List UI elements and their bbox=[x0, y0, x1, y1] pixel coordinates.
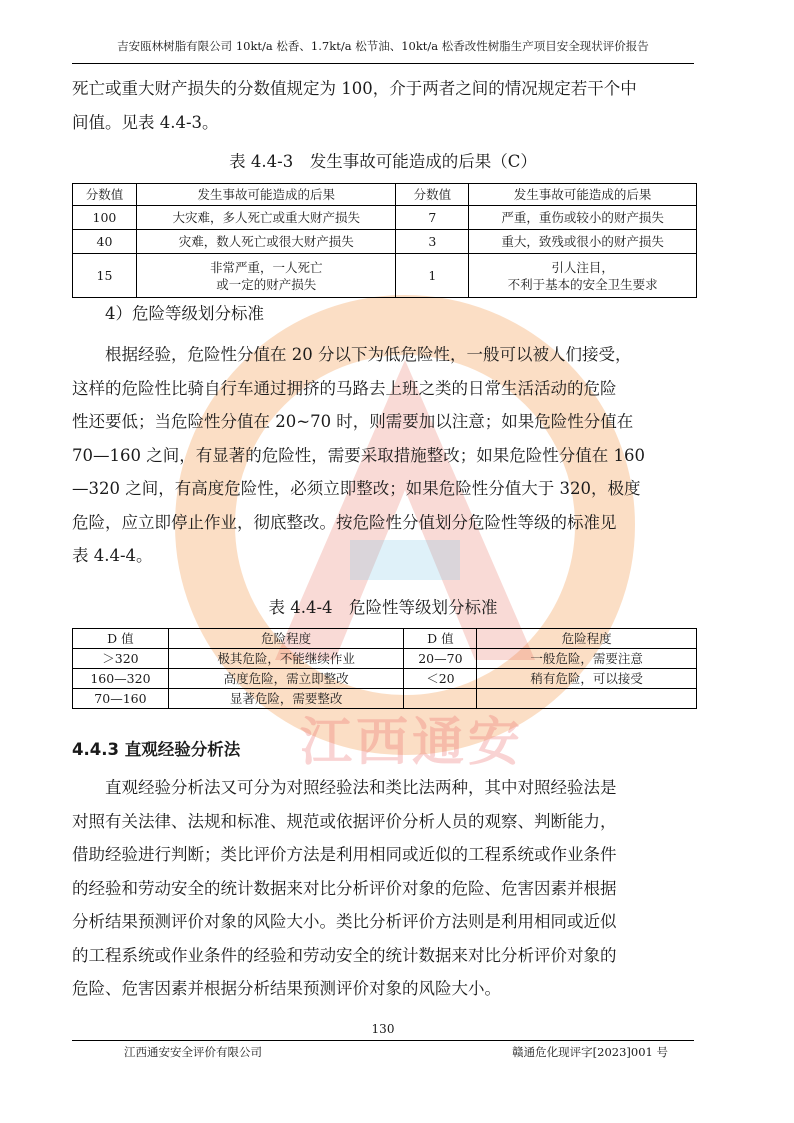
column-header: 危险程度 bbox=[477, 629, 697, 649]
consequence-cell: 大灾难，多人死亡或重大财产损失 bbox=[136, 206, 396, 230]
watermark-text: 江西通安 bbox=[300, 713, 525, 773]
table-caption: 表 4.4-3 发生事故可能造成的后果（C） bbox=[229, 152, 537, 171]
criteria-heading: 4）危险等级划分标准 bbox=[105, 304, 264, 323]
danger-level-cell bbox=[477, 689, 697, 709]
section-line: 的经验和劳动安全的统计数据来对比分析评价对象的危险、危害因素并根据 bbox=[72, 878, 617, 898]
intro-line: 死亡或重大财产损失的分数值规定为 100，介于两者之间的情况规定若干个中 bbox=[72, 79, 637, 98]
consequence-line: 或一定的财产损失 bbox=[216, 276, 317, 292]
consequence-cell: 重大，致残或很小的财产损失 bbox=[469, 230, 697, 254]
criteria-line: 70—160 之间，有显著的危险性，需要采取措施整改；如果危险性分值在 160 bbox=[72, 445, 645, 465]
table-row bbox=[73, 254, 697, 298]
consequence-cell bbox=[469, 254, 697, 298]
table-row bbox=[73, 649, 697, 669]
table-header-row bbox=[73, 629, 697, 649]
consequence-line: 引人注目， bbox=[551, 259, 614, 275]
table-row bbox=[73, 689, 697, 709]
column-header: 发生事故可能造成的后果 bbox=[469, 184, 697, 206]
criteria-line: 根据经验，危险性分值在 20 分以下为低危险性，一般可以被人们接受， bbox=[105, 345, 632, 364]
page-footer bbox=[72, 1040, 694, 1059]
consequence-line: 非常严重，一人死亡 bbox=[209, 259, 323, 275]
section-line: 对照有关法律、法规和标准、规范或依据评价分析人员的观察、判断能力， bbox=[72, 811, 617, 831]
consequence-line: 不利于基本的安全卫生要求 bbox=[507, 276, 658, 292]
danger-level-cell: 极其危险，不能继续作业 bbox=[168, 649, 404, 669]
score-cell: 7 bbox=[396, 206, 469, 230]
score-cell: 40 bbox=[73, 230, 137, 254]
footer-document-number: 赣通危化现评字[2023]001 号 bbox=[512, 1045, 668, 1059]
danger-level-cell: 稍有危险，可以接受 bbox=[477, 669, 697, 689]
footer-company: 江西通安安全评价有限公司 bbox=[124, 1045, 262, 1059]
section-line: 借助经验进行判断；类比评价方法是利用相同或近似的工程系统或作业条件 bbox=[72, 845, 617, 864]
column-header: 分数值 bbox=[73, 184, 137, 206]
column-header: 分数值 bbox=[396, 184, 469, 206]
consequence-cell: 灾难，数人死亡或很大财产损失 bbox=[136, 230, 396, 254]
criteria-line: 这样的危险性比骑自行车通过拥挤的马路去上班之类的日常生活活动的危险 bbox=[72, 378, 617, 398]
consequence-cell: 严重，重伤或较小的财产损失 bbox=[469, 206, 697, 230]
score-cell: 1 bbox=[396, 254, 469, 298]
danger-level-cell: 显著危险，需要整改 bbox=[168, 689, 404, 709]
score-cell: 15 bbox=[73, 254, 137, 298]
column-header: D 值 bbox=[404, 629, 477, 649]
section-heading: 4.4.3 直观经验分析法 bbox=[72, 740, 241, 759]
d-value-cell: ＜20 bbox=[404, 669, 477, 689]
d-value-cell: 160—320 bbox=[73, 669, 169, 689]
criteria-line: 表 4.4-4。 bbox=[72, 546, 153, 565]
score-cell: 100 bbox=[73, 206, 137, 230]
criteria-section bbox=[72, 298, 694, 573]
d-value-cell: ＞320 bbox=[73, 649, 169, 669]
column-header: D 值 bbox=[73, 629, 169, 649]
column-header: 危险程度 bbox=[168, 629, 404, 649]
criteria-line: —320 之间，有高度危险性，必须立即整改；如果危险性分值大于 320，极度 bbox=[72, 479, 641, 498]
table-header-row bbox=[73, 184, 697, 206]
d-value-cell: 20—70 bbox=[404, 649, 477, 669]
intro-paragraph bbox=[72, 72, 694, 139]
section-line: 直观经验分析法又可分为对照经验法和类比法两种，其中对照经验法是 bbox=[105, 778, 617, 797]
criteria-line: 危险，应立即停止作业，彻底整改。按危险性分值划分危险性等级的标准见 bbox=[72, 512, 617, 532]
criteria-line: 性还要低；当危险性分值在 20~70 时，则需要加以注意；如果危险性分值在 bbox=[72, 412, 634, 431]
danger-level-cell: 一般危险，需要注意 bbox=[477, 649, 697, 669]
danger-level-cell: 高度危险，需立即整改 bbox=[168, 669, 404, 689]
table-caption: 表 4.4-4 危险性等级划分标准 bbox=[268, 598, 498, 617]
section-paragraph bbox=[72, 771, 694, 1006]
consequence-cell bbox=[136, 254, 396, 298]
danger-level-table bbox=[72, 628, 697, 709]
consequence-table bbox=[72, 183, 697, 298]
page-number: 130 bbox=[371, 1022, 395, 1036]
table-row bbox=[73, 669, 697, 689]
page-header bbox=[72, 30, 694, 64]
section-line: 分析结果预测评价对象的风险大小。类比分析评价方法则是利用相同或近似 bbox=[72, 912, 617, 931]
report-title: 吉安瓯林树脂有限公司 10kt/a 松香、1.7kt/a 松节油、10kt/a 松香改性树脂生产项目安全现状评价报告 bbox=[117, 39, 649, 53]
intro-line: 间值。见表 4.4-3。 bbox=[72, 112, 219, 132]
section-line: 危险、危害因素并根据分析结果预测评价对象的风险大小。 bbox=[72, 979, 501, 998]
table-row bbox=[73, 206, 697, 230]
d-value-cell: 70—160 bbox=[73, 689, 169, 709]
d-value-cell bbox=[404, 689, 477, 709]
column-header: 发生事故可能造成的后果 bbox=[136, 184, 396, 206]
score-cell: 3 bbox=[396, 230, 469, 254]
table-row bbox=[73, 230, 697, 254]
section-line: 的工程系统或作业条件的经验和劳动安全的统计数据来对比分析评价对象的 bbox=[72, 945, 617, 965]
